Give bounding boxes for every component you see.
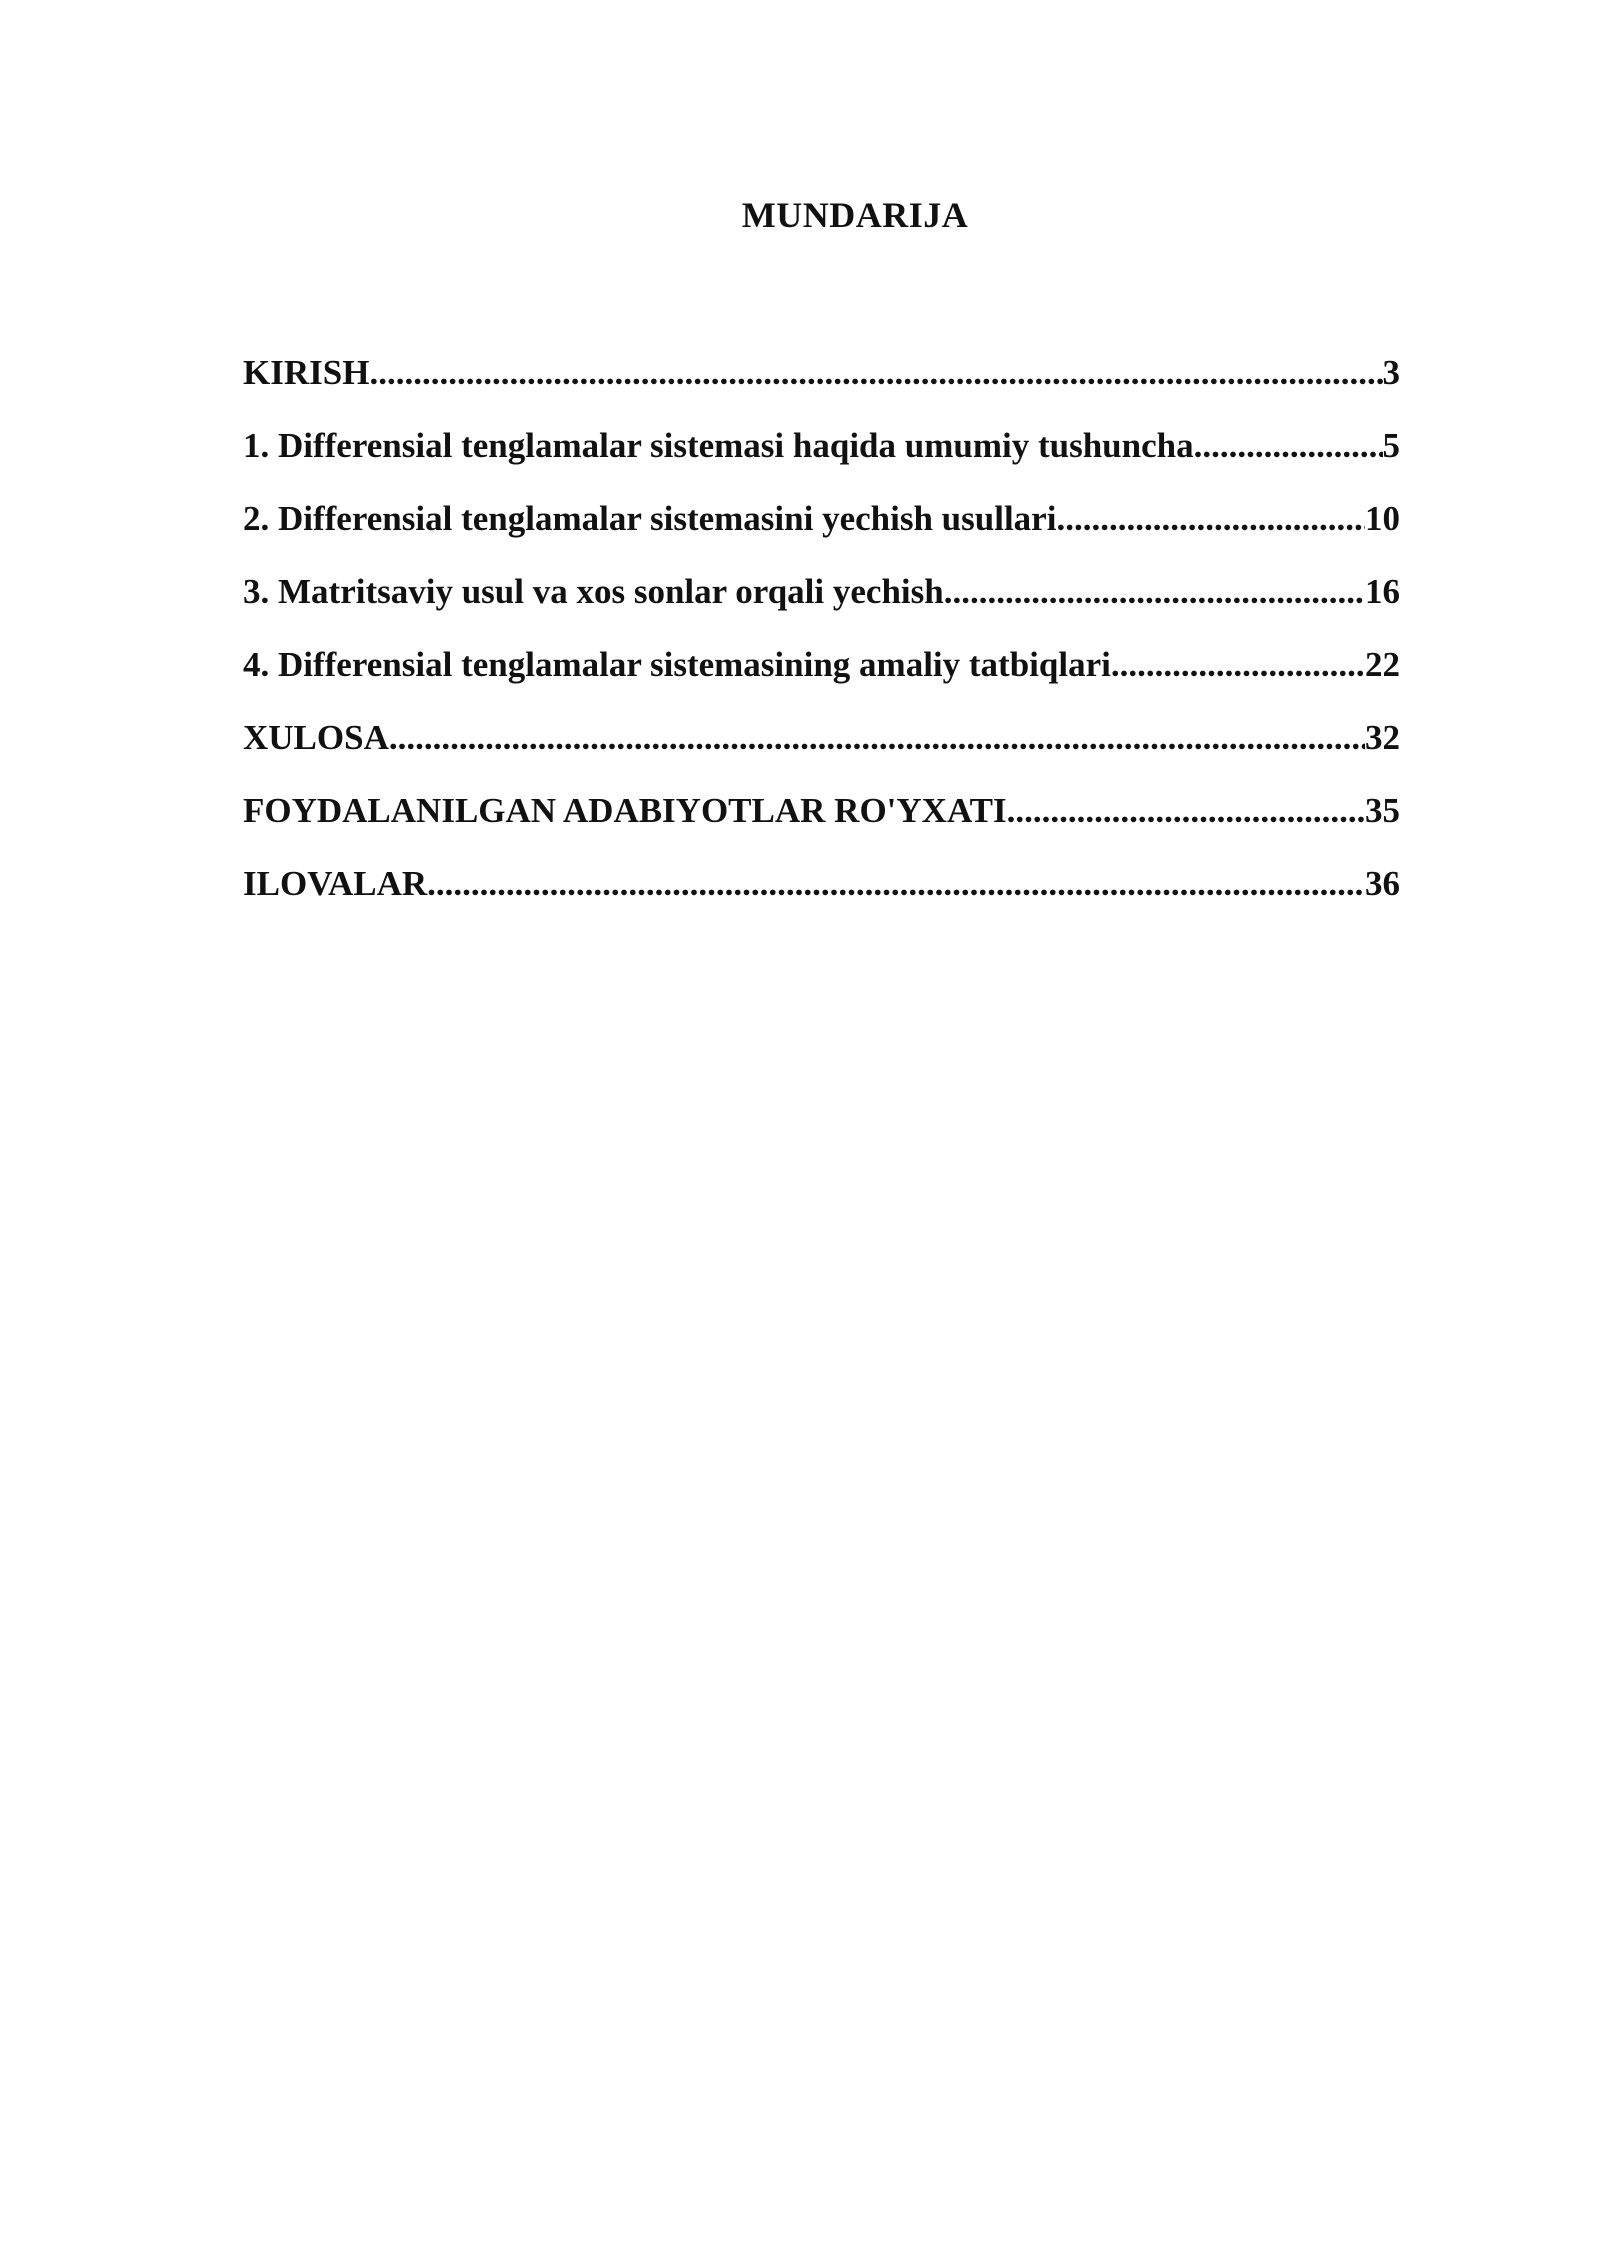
toc-entry-label: 3. Matritsaviy usul va xos sonlar orqali yechish — [243, 572, 944, 611]
toc-entry-label: 2. Differensial tenglamalar sistemasini yechish usullari — [243, 499, 1057, 538]
toc-entry-label: 4. Differensial tenglamalar sistemasining amaliy tatbiqlari — [243, 645, 1111, 684]
toc-entry-chapter-4[interactable] — [243, 641, 1400, 714]
toc-page-number: 22 — [1365, 645, 1400, 684]
toc-entry-label: 1. Differensial tenglamalar sistemasi haqida umumiy tushuncha — [243, 426, 1194, 465]
toc-entry-chapter-3[interactable] — [243, 568, 1400, 641]
toc-entry-introduction[interactable] — [243, 349, 1400, 422]
toc-entry-chapter-1[interactable] — [243, 422, 1400, 495]
toc-page-number: 35 — [1365, 791, 1400, 830]
toc-dot-leader — [389, 714, 1365, 762]
toc-page-number: 16 — [1365, 572, 1400, 611]
toc-entry-label: XULOSA — [243, 718, 389, 757]
toc-dot-leader — [427, 860, 1365, 908]
toc-dot-leader — [1007, 787, 1365, 835]
toc-dot-leader — [944, 568, 1365, 616]
toc-page-number: 3 — [1382, 353, 1400, 392]
table-of-contents — [243, 349, 1400, 933]
toc-page-number: 10 — [1365, 499, 1400, 538]
toc-dot-leader — [1056, 495, 1365, 543]
toc-entry-label: FOYDALANILGAN ADABIYOTLAR RO'YXATI — [243, 791, 1007, 830]
toc-page-number: 5 — [1382, 426, 1400, 465]
toc-entry-chapter-2[interactable] — [243, 495, 1400, 568]
toc-dot-leader — [1111, 641, 1365, 689]
toc-page-number: 32 — [1365, 718, 1400, 757]
toc-page-number: 36 — [1365, 864, 1400, 903]
toc-dot-leader — [1194, 422, 1383, 470]
toc-entry-references[interactable] — [243, 787, 1400, 860]
toc-entry-conclusion[interactable] — [243, 714, 1400, 787]
page-title: MUNDARIJA — [741, 195, 969, 235]
toc-entry-label: ILOVALAR — [243, 864, 428, 903]
toc-entry-appendices[interactable] — [243, 860, 1400, 933]
toc-entry-label: KIRISH — [243, 353, 370, 392]
toc-dot-leader — [369, 349, 1382, 397]
